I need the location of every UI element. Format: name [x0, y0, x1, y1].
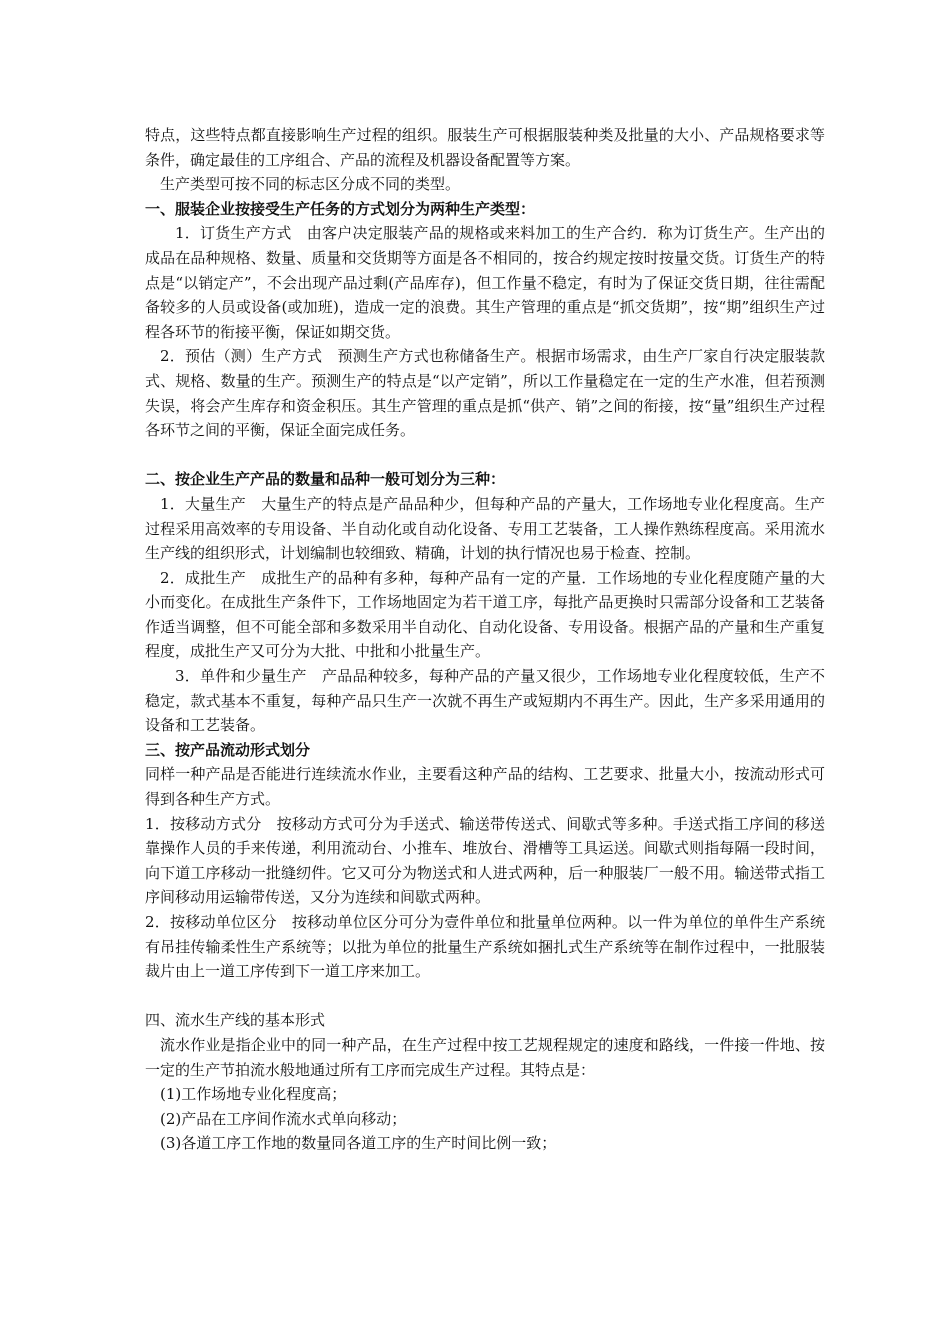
paragraph-types: 生产类型可按不同的标志区分成不同的类型。 [160, 175, 461, 194]
heading-section-2: 二、按企业生产产品的数量和品种一般可划分为三种： [145, 470, 506, 489]
paragraph-flow-intro: 同样一种产品是否能进行连续流水作业，主要看这种产品的结构、工艺要求、批量大小，按流动形式可得到各种生产方式。 [145, 765, 825, 809]
heading-section-3: 三、按产品流动形式划分 [145, 740, 311, 759]
paragraph-move-unit: 2．按移动单位区分 按移动单位区分可分为壹件单位和批量单位两种。以一件为单位的单件生产系统有吊挂传输柔性生产系统等；以批为单位的批量生产系统如捆扎式生产系统等在制作过程中，一批服装裁片由上一道工序传到下一道工序来加工。 [145, 913, 825, 981]
list-item: (3)各道工序工作地的数量同各道工序的生产时间比例一致； [160, 1134, 557, 1153]
paragraph-move-method: 1．按移动方式分 按移动方式可分为手送式、输送带传送式、间歇式等多种。手送式指工序间的移送靠操作人员的手来传递，利用流动台、小推车、堆放台、滑槽等工具运送。间歇式则指每隔一段时间，向下道工序移动一批缝纫件。它又可分为物送式和人进式两种，后一种服装厂一般不用。输送带式指工序间移动用运输带传送，又分为连续和间歇式两种。 [145, 814, 825, 907]
paragraph-flow-line: 流水作业是指企业中的同一种产品，在生产过程中按工艺规程规定的速度和路线，一件接一件地、按一定的生产节拍流水般地通过所有工序而完成生产过程。其特点是： [145, 1035, 825, 1079]
document-body [145, 123, 825, 1156]
heading-section-1: 一、服装企业按接受生产任务的方式划分为两种生产类型： [145, 199, 536, 218]
paragraph-order-production: 1．订货生产方式 由客户决定服装产品的规格或来料加工的生产合约．称为订货生产。生产出的成品在品种规格、数量、质量和交货期等方面是各不相同的，按合约规定按时按量交货。订货生产的特点是“以销定产”，不会出现产品过剩(产品库存)，但工作量不稳定，有时为了保证交货日期，往往需配备较多的人员或设备(或加班)，造成一定的浪费。其生产管理的重点是“抓交货期”，按“期”组织生产过程各环节的衔接平衡，保证如期交货。 [145, 224, 825, 341]
paragraph-mass-production: 1．大量生产 大量生产的特点是产品品种少，但每种产品的产量大，工作场地专业化程度高。生产过程采用高效率的专用设备、半自动化或自动化设备、专用工艺装备，工人操作熟练程度高。采用流水生产线的组织形式，计划编制也较细致、精确，计划的执行情况也易于检查、控制。 [145, 494, 825, 563]
paragraph-single-production: 3．单件和少量生产 产品品种较多，每种产品的产量又很少，工作场地专业化程度较低，生产不稳定，款式基本不重复，每种产品只生产一次就不再生产或短期内不再生产。因此，生产多采用通用的设备和工艺装备。 [145, 667, 825, 735]
blank-line [145, 443, 825, 468]
list-item: (1)工作场地专业化程度高； [160, 1085, 347, 1104]
paragraph-intro: 特点，这些特点都直接影响生产过程的组织。服装生产可根据服装种类及批量的大小、产品规格要求等条件，确定最佳的工序组合、产品的流程及机器设备配置等方案。 [145, 126, 825, 169]
blank-line [145, 984, 825, 1009]
list-item: (2)产品在工序间作流水式单向移动； [160, 1109, 407, 1128]
heading-section-4: 四、流水生产线的基本形式 [145, 1011, 326, 1030]
paragraph-forecast-production: 2．预估（测）生产方式 预测生产方式也称储备生产。根据市场需求，由生产厂家自行决定服装款式、规格、数量的生产。预测生产的特点是“以产定销”，所以工作量稳定在一定的生产水准，但若预测失误，将会产生库存和资金积压。其生产管理的重点是抓“供产、销”之间的衔接，按“量”组织生产过程各环节之间的平衡，保证全面完成任务。 [145, 347, 825, 440]
paragraph-batch-production: 2．成批生产 成批生产的品种有多种，每种产品有一定的产量．工作场地的专业化程度随产量的大小而变化。在成批生产条件下，工作场地固定为若干道工序，每批产品更换时只需部分设备和工艺装备作适当调整，但不可能全部和多数采用半自动化、自动化设备、专用设备。根据产品的产量和生产重复程度，成批生产又可分为大批、中批和小批量生产。 [145, 568, 825, 661]
